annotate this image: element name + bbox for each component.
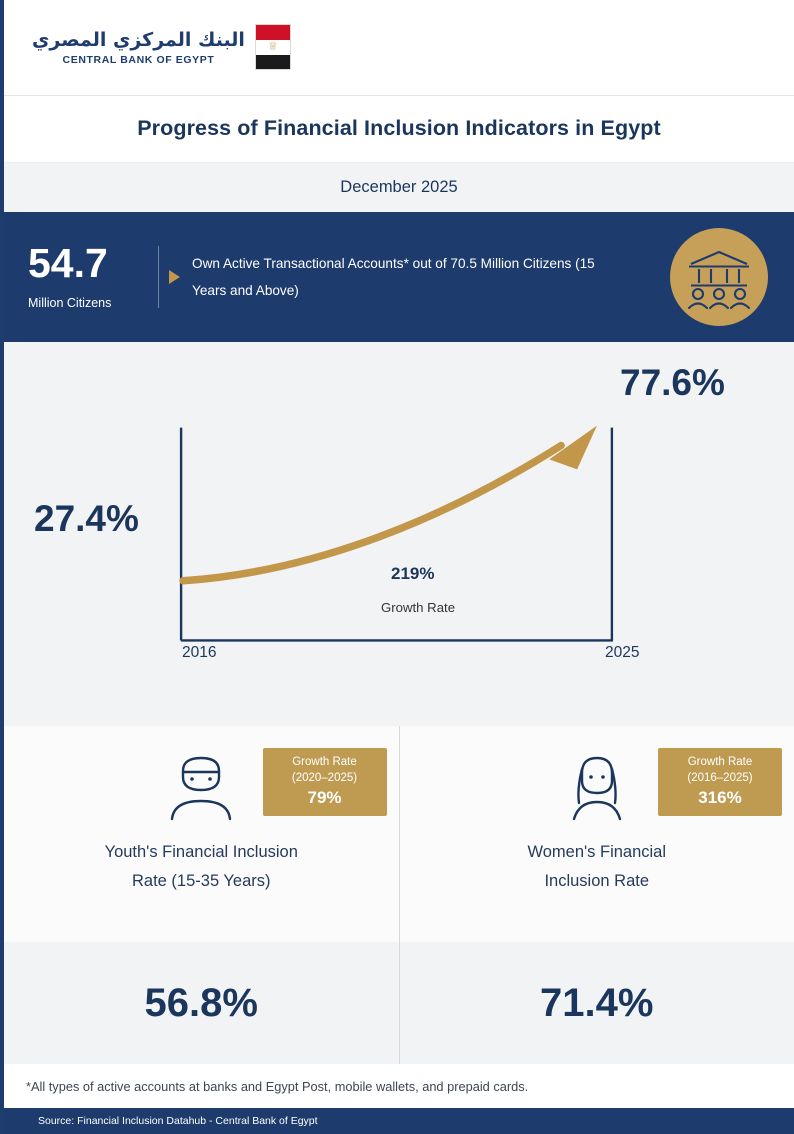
chart-xtick-end: 2025 [605,643,640,661]
women-rate-value: 71.4% [399,942,794,1064]
bank-with-people-glyph [681,244,757,310]
panel-women-caption-line1: Women's Financial [527,843,667,862]
male-youth-glyph [164,749,238,823]
chart-growth-rate-label: Growth Rate [381,599,456,615]
women-growth-chip [658,748,782,816]
youth-growth-chip [263,748,387,816]
eagle-emblem-icon: ♕ [267,40,278,53]
bank-with-people-icon [670,228,768,326]
panel-youth-caption-line1: Youth's Financial Inclusion [104,843,298,862]
female-woman-icon [560,748,634,824]
male-youth-icon [164,748,238,824]
panel-women-caption-line2: Inclusion Rate [544,872,650,891]
growth-chart [4,342,794,727]
logo-arabic-text: البنك المركزي المصري [32,28,245,51]
page-title: Progress of Financial Inclusion Indicators in Egypt [137,116,661,141]
footnote: *All types of active accounts at banks and Egypt Post, mobile wallets, and prepaid cards. [4,1064,794,1108]
logo-bar [4,0,794,96]
hero-description: Own Active Transactional Accounts* out of 70.5 Million Citizens (15 Years and Above) [192,255,595,298]
youth-chip-value: 79% [307,788,342,808]
report-date-bar [4,162,794,212]
page-title-wrap [4,96,794,162]
chart-end-value: 77.6% [620,361,725,403]
panel-youth [4,726,399,942]
flag-white-band [256,40,290,55]
indicator-panels [4,726,794,942]
flag-red-band [256,25,290,40]
women-chip-period: (2016–2025) [687,771,753,784]
women-chip-value: 316% [698,788,742,808]
egypt-flag-icon [255,24,291,70]
hero-banner [4,212,794,342]
panel-women-caption [527,838,666,896]
youth-chip-period: (2020–2025) [291,771,358,784]
youth-rate-value: 56.8% [144,980,258,1025]
female-woman-glyph [560,749,634,823]
chart-xtick-start: 2016 [182,643,217,661]
indicator-values [4,942,794,1064]
flag-black-band [256,55,290,70]
chart-start-value: 27.4% [34,497,139,539]
chart-growth-curve [183,445,561,580]
panel-women [399,726,794,942]
logo-text [32,29,245,66]
youth-chip-title: Growth Rate [292,756,357,769]
hero-divider [158,246,159,308]
hero-number-caption: Million Citizens [28,296,112,311]
chart-growth-rate-value: 219% [391,563,435,583]
panel-youth-caption [105,838,298,896]
hero-number-block [28,240,156,311]
triangle-right-icon [169,270,180,284]
central-bank-logo [32,24,291,70]
report-date: December 2025 [340,177,458,196]
hero-number: 54.7 [28,240,108,287]
panel-youth-caption-line2: Rate (15-35 Years) [131,872,271,891]
source-bar: Source: Financial Inclusion Datahub - Central Bank of Egypt [4,1108,794,1134]
women-chip-title: Growth Rate [687,756,753,769]
logo-english-text: CENTRAL BANK OF EGYPT [62,53,215,66]
